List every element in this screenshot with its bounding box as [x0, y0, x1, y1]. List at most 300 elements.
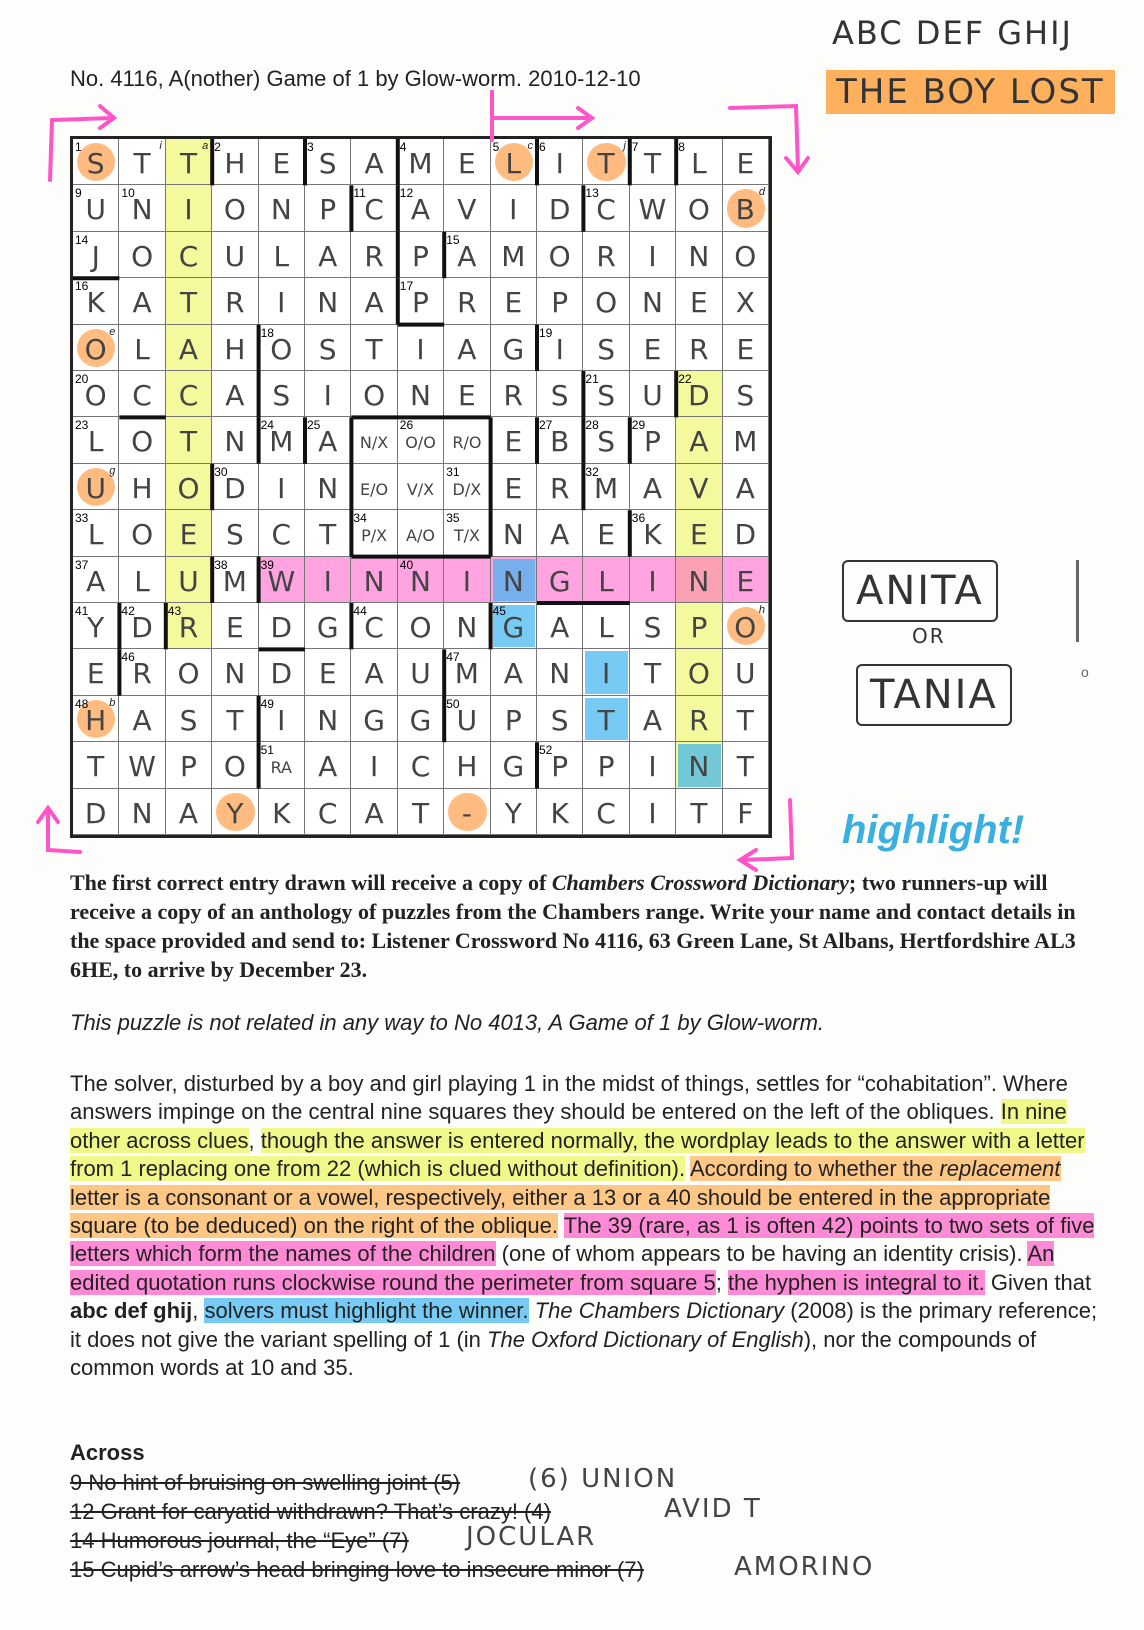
cell-letter: L	[273, 239, 290, 273]
cell-letter: I	[648, 796, 657, 830]
cell-letter: M	[454, 657, 479, 691]
cell-letter: H	[85, 703, 107, 737]
clue-number: 20	[75, 372, 89, 386]
cell-letter: I	[648, 239, 657, 273]
cell-letter: S	[643, 611, 662, 644]
candidate-name-tania: TANIA	[856, 664, 1012, 726]
cell-letter: G	[316, 611, 339, 644]
clue-number: 37	[75, 557, 89, 572]
clue-number: 7	[631, 140, 639, 154]
cell-letter: N	[502, 518, 524, 552]
clue-number: 39	[260, 557, 274, 572]
clue-number: 4	[399, 140, 407, 154]
clue-number: 10	[121, 186, 135, 201]
cell-letter: A	[225, 379, 245, 412]
cell-letter: O	[84, 332, 107, 366]
corner-letter: j	[623, 140, 626, 152]
cell-letter: R	[689, 703, 709, 737]
cell-letter: P	[319, 193, 337, 227]
cell-letter: C	[596, 193, 616, 227]
clue-number: 12	[399, 186, 414, 201]
cell-letter: I	[648, 564, 657, 598]
cell-letter: G	[502, 332, 525, 366]
cell-letter: N	[688, 750, 710, 784]
clue-number: 17	[399, 279, 414, 294]
cell-letter: N	[317, 286, 339, 320]
cell-letter: A	[689, 425, 709, 459]
clue-number: 29	[631, 418, 646, 433]
cell-letter: N	[410, 564, 431, 598]
clue-number: 52	[539, 743, 553, 758]
cell-letter: I	[509, 193, 518, 227]
clue-number: 50	[446, 696, 460, 711]
cell-letter: I	[462, 564, 472, 598]
cell-letter: O	[270, 332, 293, 366]
cell-letter: U	[410, 657, 431, 691]
cell-letter: A	[735, 471, 755, 505]
clue-number: 35	[446, 511, 460, 526]
cell-letter: R	[225, 286, 245, 320]
cell-letter: W	[267, 564, 296, 598]
cell-letter: V	[457, 193, 477, 227]
cell-letter: S	[550, 379, 569, 412]
clue-9-across: 9 No hint of bruising on swelling joint (5)	[70, 1470, 461, 1495]
clue-14-across: 14 Humorous journal, the “Eye” (7)	[70, 1528, 409, 1553]
cell-letter: S	[179, 703, 198, 737]
cell-letter: I	[277, 471, 286, 505]
clue-number: 24	[260, 418, 274, 433]
clue-number: 28	[585, 418, 599, 433]
cell-letter: N	[688, 239, 710, 273]
cell-letter: K	[272, 796, 291, 830]
cell-letter: O	[548, 239, 571, 273]
cell-letter: O	[131, 239, 154, 273]
cell-letter: M	[501, 239, 526, 273]
cell-letter: C	[410, 750, 431, 784]
cell-letter: T	[690, 796, 708, 830]
book-title: Chambers Crossword Dictionary	[551, 870, 849, 895]
clue-number: 41	[75, 604, 89, 618]
cell-letter: D	[270, 611, 293, 644]
cell-letter: N	[224, 657, 246, 691]
cell-letter: C	[364, 611, 384, 644]
cell-letter: P	[412, 286, 429, 320]
cell-letter: H	[131, 471, 153, 505]
cell-letter: A	[86, 564, 106, 598]
cell-letter: R	[503, 379, 524, 412]
cell-letter: R	[364, 239, 384, 273]
cell-letter: N	[317, 471, 339, 505]
clue-number: 2	[214, 140, 221, 154]
cell-letter: C	[317, 796, 338, 830]
across-heading: Across	[70, 1440, 145, 1465]
cell-letter: M	[222, 564, 247, 598]
cell-letter: L	[134, 332, 150, 366]
cell-letter: T	[597, 703, 615, 737]
clue-number: 51	[260, 743, 274, 758]
cell-letter: O	[177, 471, 200, 505]
cell-letter: P	[180, 750, 197, 784]
cell-letter: A	[364, 796, 384, 830]
corner-letter: g	[109, 464, 116, 477]
cell-letter: P/X	[361, 526, 388, 546]
cell-letter: N	[131, 193, 153, 227]
cell-letter: E	[272, 147, 291, 180]
clue-number: 6	[539, 140, 546, 154]
cell-letter: E	[643, 332, 662, 366]
cell-letter: I	[277, 703, 286, 737]
cell-letter: C	[271, 518, 292, 552]
cell-letter: S	[597, 425, 615, 459]
cell-letter: U	[642, 379, 663, 412]
cell-letter: S	[597, 379, 615, 412]
candidate-name-anita: ANITA	[842, 560, 998, 622]
corner-letter: c	[527, 140, 533, 152]
cell-letter: G	[502, 750, 525, 784]
clue-number: 15	[446, 232, 460, 247]
cell-letter: O	[223, 193, 246, 227]
cell-letter: A	[318, 425, 338, 459]
cell-letter: I	[323, 379, 332, 412]
cell-letter: L	[598, 564, 614, 598]
cell-letter: A/O	[406, 526, 435, 546]
cell-letter: I	[416, 332, 425, 366]
cell-letter: S	[550, 703, 569, 737]
clue-number: 32	[585, 464, 599, 479]
disclaimer: This puzzle is not related in any way to No 4013, A Game of 1 by Glow-worm.	[70, 1010, 825, 1035]
cell-letter: O	[687, 193, 710, 227]
clue-number: 21	[585, 372, 599, 386]
cell-letter: D/X	[452, 479, 482, 499]
margin-dot: o	[1081, 664, 1089, 680]
cell-letter: J	[91, 239, 100, 273]
clue-number: 9	[75, 186, 82, 201]
cell-letter: A	[642, 703, 663, 737]
cell-letter: C	[596, 796, 616, 830]
cell-letter: I	[277, 286, 286, 320]
cell-letter: T	[87, 750, 105, 784]
cell-letter: E	[736, 147, 755, 180]
cell-letter: A	[318, 239, 338, 273]
cell-letter: A	[503, 657, 523, 691]
cell-letter: P	[597, 750, 615, 784]
cell-letter: N	[642, 286, 663, 320]
cell-letter: G	[409, 703, 432, 737]
cell-letter: E	[504, 425, 523, 459]
cell-letter: I	[323, 564, 332, 598]
clue-number: 3	[307, 140, 314, 154]
cell-letter: P	[551, 750, 569, 784]
margin-mark	[1076, 560, 1079, 642]
cell-letter: E	[504, 471, 523, 505]
clue-number: 44	[353, 604, 367, 618]
cell-letter: S	[318, 332, 337, 366]
corner-letter: e	[109, 325, 116, 338]
cell-letter: T/X	[453, 526, 480, 546]
clue-number: 48	[75, 696, 89, 711]
clue-number: 31	[446, 464, 460, 479]
cell-letter: S	[225, 518, 244, 552]
cell-letter: K	[86, 286, 105, 320]
cell-letter: E	[736, 332, 755, 366]
handwritten-note-letters: ABC DEF GHIJ	[832, 14, 1073, 52]
cell-letter: C	[132, 379, 152, 412]
cell-letter: Y	[226, 796, 244, 830]
cell-letter: E	[504, 286, 523, 320]
cell-letter: O	[409, 611, 432, 644]
cell-letter: B	[550, 425, 570, 459]
cell-letter: O	[177, 657, 200, 691]
cell-letter: G	[502, 611, 525, 644]
cell-letter: U	[85, 471, 106, 505]
cell-letter: U	[456, 703, 478, 737]
cell-letter: N	[317, 703, 339, 737]
clue-number: 26	[399, 418, 414, 433]
cell-letter: O	[687, 657, 710, 691]
cell-letter: X	[735, 286, 755, 320]
cell-letter: O	[595, 286, 618, 320]
clue-number: 11	[353, 186, 366, 201]
cell-letter: O	[223, 750, 246, 784]
cell-letter: N	[363, 564, 385, 598]
clue-number: 40	[399, 557, 414, 572]
cell-letter: D	[548, 193, 571, 227]
cell-letter: E	[86, 657, 105, 691]
cell-letter: P	[644, 425, 661, 459]
clue-number: 22	[678, 372, 692, 386]
cell-letter: T	[643, 657, 662, 691]
clue-number: 27	[539, 418, 553, 433]
cell-letter: N	[410, 379, 431, 412]
cell-letter: A	[642, 471, 663, 505]
clue-number: 38	[214, 557, 228, 572]
cell-letter: R	[178, 611, 199, 644]
cell-letter: A	[364, 286, 384, 320]
cell-letter: O	[84, 379, 107, 412]
cell-letter: E	[458, 379, 476, 412]
cell-letter: N/X	[359, 433, 389, 453]
clue-number: 8	[678, 140, 685, 154]
cell-letter: D	[84, 796, 107, 830]
answer-12-across: AVID T	[664, 1494, 762, 1524]
cell-letter: L	[505, 147, 522, 180]
cell-letter: G	[548, 564, 571, 598]
cell-letter: E	[597, 518, 615, 552]
cell-letter: E	[736, 564, 755, 598]
cell-letter: D	[270, 657, 293, 691]
cell-letter: I	[648, 750, 657, 784]
cell-letter: M	[269, 425, 294, 459]
corner-letter: h	[758, 604, 765, 616]
cell-letter: K	[643, 518, 662, 552]
cell-letter: R	[596, 239, 616, 273]
cell-letter: S	[736, 379, 755, 412]
cell-letter: I	[184, 193, 193, 227]
clue-number: 19	[539, 325, 553, 340]
cell-letter: A	[132, 286, 152, 320]
cell-letter: N	[549, 657, 571, 691]
cell-letter: T	[226, 703, 244, 737]
cell-letter: L	[134, 564, 150, 598]
cell-letter: D	[734, 518, 757, 552]
cell-letter: B	[735, 193, 755, 227]
cell-letter: L	[87, 518, 104, 552]
cell-letter: A	[364, 147, 384, 180]
handwritten-note-boy-lost: THE BOY LOST	[826, 70, 1115, 114]
cell-letter: T	[736, 703, 754, 737]
cell-letter: V/X	[406, 479, 435, 499]
cell-letter: C	[178, 239, 199, 273]
cell-letter: N	[224, 425, 246, 459]
cell-letter: K	[550, 796, 569, 830]
cell-letter: C	[364, 193, 384, 227]
clue-number: 30	[214, 464, 228, 479]
cell-letter: R	[689, 332, 709, 366]
cell-letter: N	[502, 564, 524, 598]
cell-letter: Y	[504, 796, 522, 830]
cell-letter: G	[363, 703, 385, 737]
clue-number: 23	[75, 418, 89, 433]
clue-number: 16	[75, 279, 89, 294]
cell-letter: H	[224, 147, 246, 180]
cell-letter: Y	[87, 611, 105, 644]
clue-number: 33	[75, 511, 89, 526]
cell-letter: A	[410, 193, 431, 227]
cell-letter: RA	[270, 758, 292, 778]
cell-letter: P	[551, 286, 569, 320]
cell-letter: T	[411, 796, 430, 830]
cell-letter: O/O	[405, 433, 436, 453]
cell-letter: V	[689, 471, 709, 505]
cell-letter: U	[224, 239, 246, 273]
cell-letter: I	[369, 750, 379, 784]
cell-letter: U	[85, 193, 106, 227]
cell-letter: F	[737, 796, 754, 830]
cell-letter: E	[179, 518, 198, 552]
clue-number: 49	[260, 696, 274, 711]
clue-number: 14	[75, 232, 89, 247]
clue-12-across: 12 Grant for caryatid withdrawn? That’s crazy! (4)	[70, 1499, 551, 1524]
cell-letter: W	[638, 193, 667, 227]
cell-letter: T	[643, 147, 662, 180]
cell-letter: S	[318, 147, 337, 180]
cell-letter: D	[688, 379, 710, 412]
corner-letter: b	[109, 696, 116, 709]
cell-letter: N	[688, 564, 710, 598]
corner-letter: i	[159, 140, 162, 152]
cell-letter: A	[178, 332, 199, 366]
cell-letter: A	[318, 750, 338, 784]
cell-letter: D	[131, 611, 153, 644]
cell-letter: N	[270, 193, 292, 227]
cell-letter: E	[690, 286, 708, 320]
cell-letter: S	[272, 379, 291, 412]
highlight-note: highlight!	[842, 808, 1025, 852]
clue-number: 43	[167, 604, 182, 618]
clue-number: 34	[353, 511, 367, 526]
clue-number: 18	[260, 325, 274, 340]
cell-letter: R/O	[452, 433, 482, 453]
cell-letter: E/O	[360, 479, 389, 499]
cell-letter: T	[319, 518, 337, 552]
cell-letter: I	[601, 657, 611, 691]
cell-letter: O	[131, 518, 154, 552]
cell-letter: I	[555, 147, 564, 180]
cell-letter: T	[736, 750, 754, 784]
cell-letter: A	[364, 657, 384, 691]
cell-letter: E	[318, 657, 337, 691]
clue-number: 25	[307, 418, 321, 433]
cell-letter: U	[178, 564, 199, 598]
cell-letter: R	[132, 657, 152, 691]
cell-letter: S	[597, 332, 615, 366]
clue-number: 5	[492, 140, 500, 154]
preamble: The solver, disturbed by a boy and girl playing 1 in the midst of things, settles for “cohabitation”. Where answers impinge on the central nine squares they should be entered on the left of the obliques. In nine other across clues, though the answer is entered normally, the wordplay leads to the answer with a letter from 1 replacing one from 22 (which is clued without definition). According to whether the replacement letter is a consonant or a vowel, respectively, either a 13 or a 40 should be entered in the appropriate square (to be deduced) on the right of the oblique. The 39 (rare, as 1 is often 42) points to two sets of five letters which form the names of the children (one of whom appears to be having an identity crisis). An edited quotation runs clockwise round the perimeter from square 5; the hyphen is integral to it. Given that abc def ghij, solvers must highlight the winner. The Chambers Dictionary (2008) is the primary reference; it does not give the variant spelling of 1 (in The Oxford Dictionary of English), nor the compounds of common words at 10 and 35.	[70, 1071, 1098, 1381]
cell-letter: P	[412, 239, 429, 273]
cell-letter: T	[179, 147, 198, 180]
cell-letter: -	[461, 796, 472, 830]
corner-letter: a	[202, 140, 209, 152]
cell-letter: R	[549, 471, 570, 505]
cell-letter: T	[597, 147, 615, 180]
cell-letter: M	[408, 147, 433, 180]
cell-letter: L	[598, 611, 614, 644]
clue-number: 13	[585, 186, 599, 201]
cell-letter: A	[550, 518, 570, 552]
cell-letter: M	[594, 471, 619, 505]
cell-letter: E	[226, 611, 244, 644]
cell-letter: A	[132, 703, 152, 737]
cell-letter: O	[734, 611, 757, 644]
corner-letter: d	[758, 186, 765, 199]
cell-letter: A	[457, 332, 477, 366]
cell-letter: I	[555, 332, 564, 366]
clue-number: 1	[75, 140, 82, 154]
cell-letter: U	[735, 657, 756, 691]
or-note: OR	[912, 624, 946, 648]
cell-letter: P	[690, 611, 708, 644]
cell-letter: O	[734, 239, 757, 273]
cell-letter: H	[224, 332, 246, 366]
prize-details: The first correct entry drawn will receive a copy of Chambers Crossword Dictionary; two runners-up will receive a copy of an anthology of puzzles from the Chambers range. Write your name and contact details in the space provided and send to: Listener Crossword No 4116, 63 Green Lane, St Albans, Hertfordshire AL3 6HE, to arrive by December 23.	[70, 870, 1076, 982]
clue-number: 45	[492, 604, 506, 618]
answer-15-across: AMORINO	[734, 1552, 875, 1582]
cell-letter: S	[86, 147, 105, 180]
cell-letter: A	[550, 611, 570, 644]
cell-letter: P	[504, 703, 522, 737]
answer-9-across: (6) UNION	[528, 1464, 678, 1494]
cell-letter: T	[179, 286, 198, 320]
cell-letter: H	[456, 750, 478, 784]
page-title: No. 4116, A(nother) Game of 1 by Glow-worm. 2010-12-10	[70, 66, 641, 91]
cell-letter: E	[690, 518, 708, 552]
clue-number: 42	[121, 604, 135, 618]
answer-14-across: JOCULAR	[466, 1522, 597, 1552]
cell-letter: L	[87, 425, 104, 459]
clue-number: 46	[121, 650, 135, 665]
cell-letter: W	[128, 750, 156, 784]
cell-letter: M	[733, 425, 758, 459]
cell-letter: O	[363, 379, 386, 412]
clue-number: 36	[631, 511, 646, 526]
cell-letter: D	[224, 471, 246, 505]
clue-number: 47	[446, 650, 460, 665]
cell-letter: C	[178, 379, 199, 412]
cell-letter: A	[178, 796, 199, 830]
clue-15-across: 15 Cupid’s arrow’s head bringing love to insecure minor (7)	[70, 1557, 644, 1582]
cell-letter: R	[457, 286, 477, 320]
cell-letter: N	[131, 796, 153, 830]
